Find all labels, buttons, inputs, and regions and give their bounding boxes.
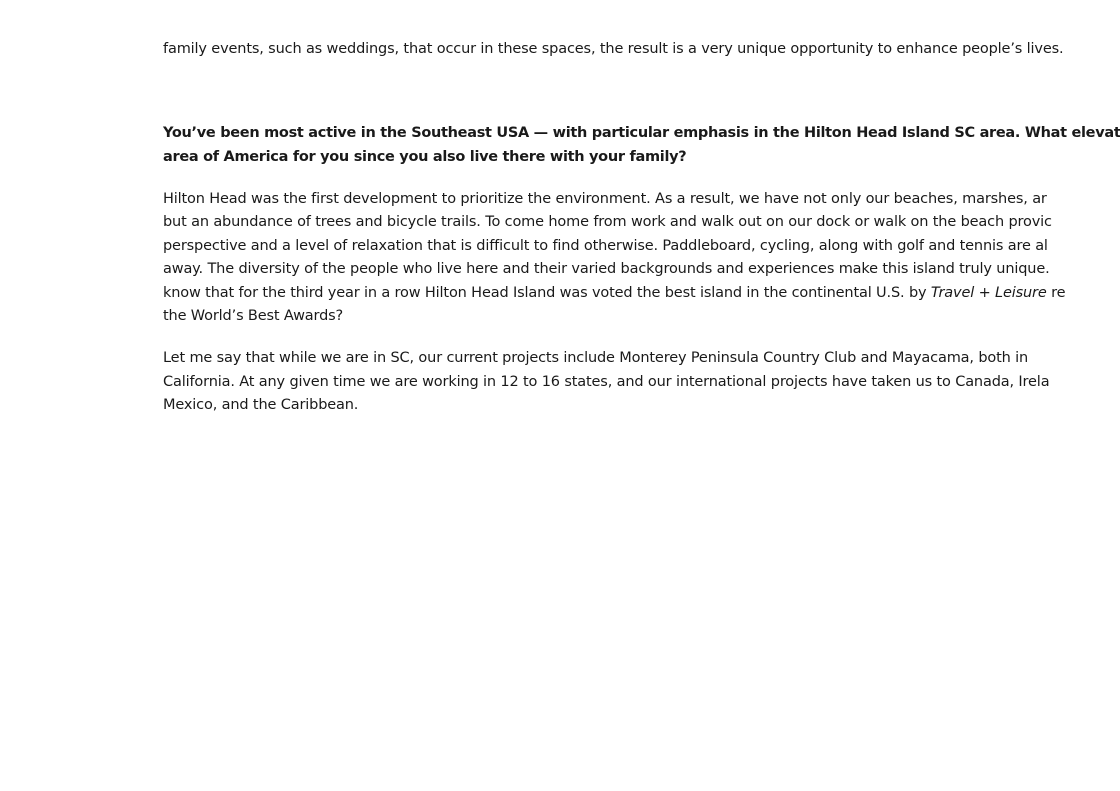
answer1-line-6: the World’s Best Awards? [163, 308, 344, 324]
answer1-line-1: Hilton Head was the first development to prioritize the environment. As a result, we have not only our beaches, marshes, ar [163, 191, 1047, 207]
answer1-line-4: away. The diversity of the people who live here and their varied backgrounds and experiences make this island truly unique. [163, 261, 1050, 277]
answer1-line-5-tail: re [1046, 285, 1066, 301]
question-heading-line-2: area of America for you since you also live there with your family? [163, 149, 687, 165]
text-column [163, 0, 1120, 791]
question-heading-line-1: You’ve been most active in the Southeast USA — with particular emphasis in the Hilton Head Island SC area. What elevat [163, 125, 1120, 141]
answer1-line-5-text: know that for the third year in a row Hilton Head Island was voted the best island in the continental U.S. by [163, 285, 931, 301]
answer1-line-5 [163, 282, 1065, 305]
answer2-line-3: Mexico, and the Caribbean. [163, 397, 359, 413]
answer1-line-2: but an abundance of trees and bicycle trails. To come home from work and walk out on our dock or walk on the beach provic [163, 214, 1052, 230]
answer2-line-2: California. At any given time we are working in 12 to 16 states, and our international projects have taken us to Canada, Irela [163, 374, 1050, 390]
answer2-line-1: Let me say that while we are in SC, our current projects include Monterey Peninsula Country Club and Mayacama, both in [163, 350, 1029, 366]
answer1-line-3: perspective and a level of relaxation that is difficult to find otherwise. Paddleboard, cycling, along with golf and tennis are al [163, 238, 1048, 254]
intro-paragraph-line: family events, such as weddings, that occur in these spaces, the result is a very unique opportunity to enhance people’s lives. [163, 41, 1064, 57]
publication-title: Travel + Leisure [930, 285, 1047, 301]
